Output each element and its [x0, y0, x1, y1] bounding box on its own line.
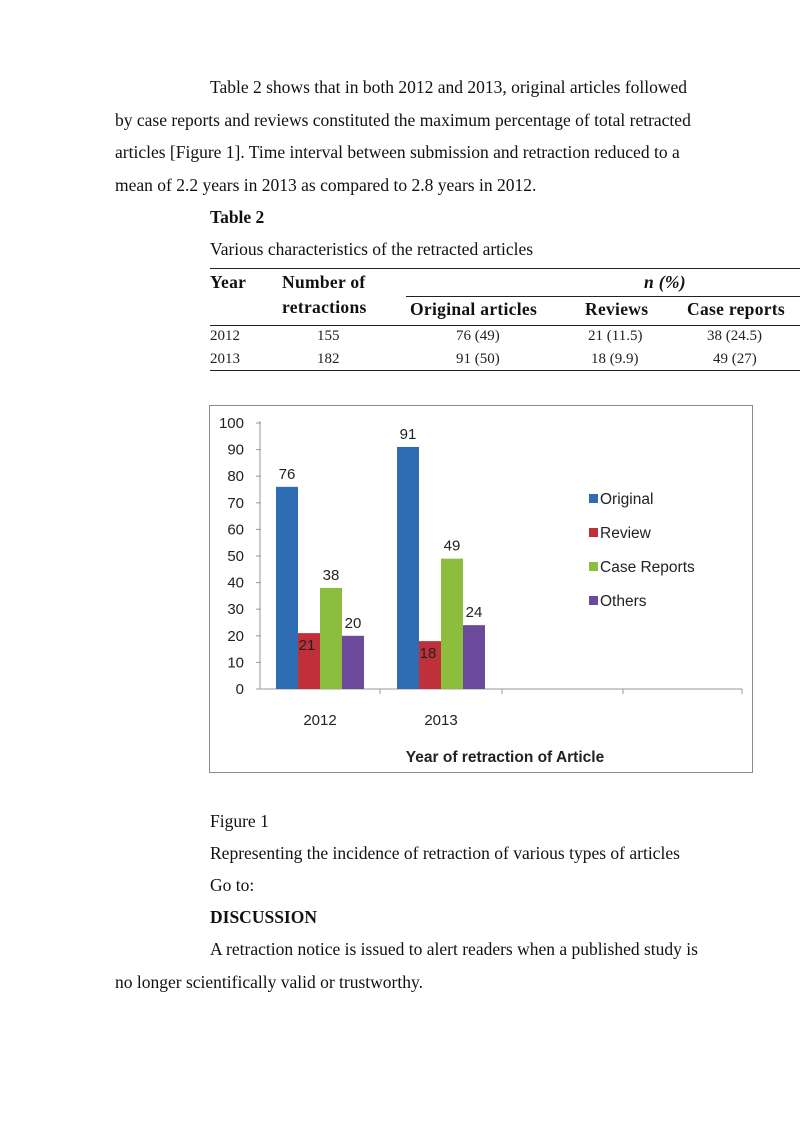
y-tick-label: 70	[227, 494, 244, 512]
group-header-rule	[406, 296, 800, 297]
table-caption: Various characteristics of the retracted articles	[210, 239, 534, 259]
cell-original: 91 (50)	[456, 351, 500, 367]
header-retractions-line1: Number of	[282, 272, 366, 292]
header-year: Year	[210, 272, 247, 292]
x-tick-label: 2013	[424, 712, 458, 729]
data-label: 24	[465, 604, 483, 622]
y-tick-label: 20	[227, 627, 244, 645]
bar-case-reports	[441, 559, 463, 689]
y-tick-label: 100	[218, 415, 244, 432]
data-label: 76	[278, 465, 296, 483]
header-retractions-line2: retractions	[282, 297, 367, 317]
bar-case-reports	[320, 588, 342, 689]
figure-caption: Representing the incidence of retraction of various types of articles	[210, 843, 680, 863]
y-tick-label: 80	[227, 468, 244, 486]
y-tick-label: 40	[227, 574, 244, 592]
header-reviews: Reviews	[585, 299, 649, 319]
data-label: 20	[344, 614, 362, 632]
x-tick-label: 2012	[303, 712, 337, 729]
bar-others	[342, 636, 364, 689]
y-tick-label: 60	[227, 521, 244, 539]
data-label: 38	[322, 566, 340, 584]
data-label: 49	[443, 537, 461, 555]
header-case-reports: Case reports	[687, 299, 786, 319]
legend-label: Original	[600, 491, 654, 508]
cell-reviews: 18 (9.9)	[591, 351, 639, 367]
table-bottom-rule	[210, 370, 800, 371]
intro-line: by case reports and reviews constituted the maximum percentage of total retracted	[115, 110, 691, 130]
legend-swatch	[589, 528, 598, 537]
header-original: Original articles	[410, 299, 538, 319]
x-axis-title: Year of retraction of Article	[405, 749, 605, 766]
cell-year: 2012	[210, 328, 240, 344]
retractions-table	[210, 266, 800, 372]
bar-original	[276, 487, 298, 689]
y-tick-label: 90	[227, 441, 244, 459]
figure-label: Figure 1	[210, 811, 269, 831]
table-top-rule	[210, 268, 800, 269]
discussion-line: A retraction notice is issued to alert readers when a published study is	[210, 939, 698, 959]
discussion-heading: DISCUSSION	[210, 907, 317, 927]
legend-label: Case Reports	[600, 559, 695, 576]
y-tick-label: 30	[227, 601, 244, 619]
cell-retractions: 182	[317, 351, 340, 367]
cell-case-reports: 49 (27)	[713, 351, 757, 367]
discussion-line: no longer scientifically valid or trustworthy.	[115, 972, 423, 992]
figure-1-chart	[209, 405, 753, 773]
y-tick-label: 10	[227, 654, 244, 672]
legend-swatch	[589, 562, 598, 571]
data-label: 91	[399, 425, 417, 443]
bar-others	[463, 625, 485, 689]
data-label: 18	[419, 645, 437, 663]
data-label: 21	[298, 637, 316, 655]
cell-original: 76 (49)	[456, 328, 500, 344]
cell-reviews: 21 (11.5)	[588, 328, 643, 344]
legend-label: Review	[600, 525, 651, 542]
y-tick-label: 0	[235, 681, 244, 698]
legend-swatch	[589, 494, 598, 503]
y-tick-label: 50	[227, 548, 244, 565]
header-n-percent: n (%)	[644, 272, 686, 292]
table-label: Table 2	[210, 207, 265, 227]
legend-swatch	[589, 596, 598, 605]
header-bottom-rule	[210, 325, 800, 326]
go-to-link[interactable]: Go to:	[210, 875, 255, 895]
legend-label: Others	[600, 593, 647, 610]
intro-line: articles [Figure 1]. Time interval between submission and retraction reduced to a	[115, 142, 680, 162]
cell-retractions: 155	[317, 328, 340, 344]
cell-case-reports: 38 (24.5)	[707, 328, 762, 344]
intro-line: Table 2 shows that in both 2012 and 2013, original articles followed	[210, 77, 688, 97]
cell-year: 2013	[210, 351, 240, 367]
intro-line: mean of 2.2 years in 2013 as compared to 2.8 years in 2012.	[115, 175, 537, 195]
bar-original	[397, 447, 419, 689]
bar-chart-svg	[210, 406, 752, 772]
